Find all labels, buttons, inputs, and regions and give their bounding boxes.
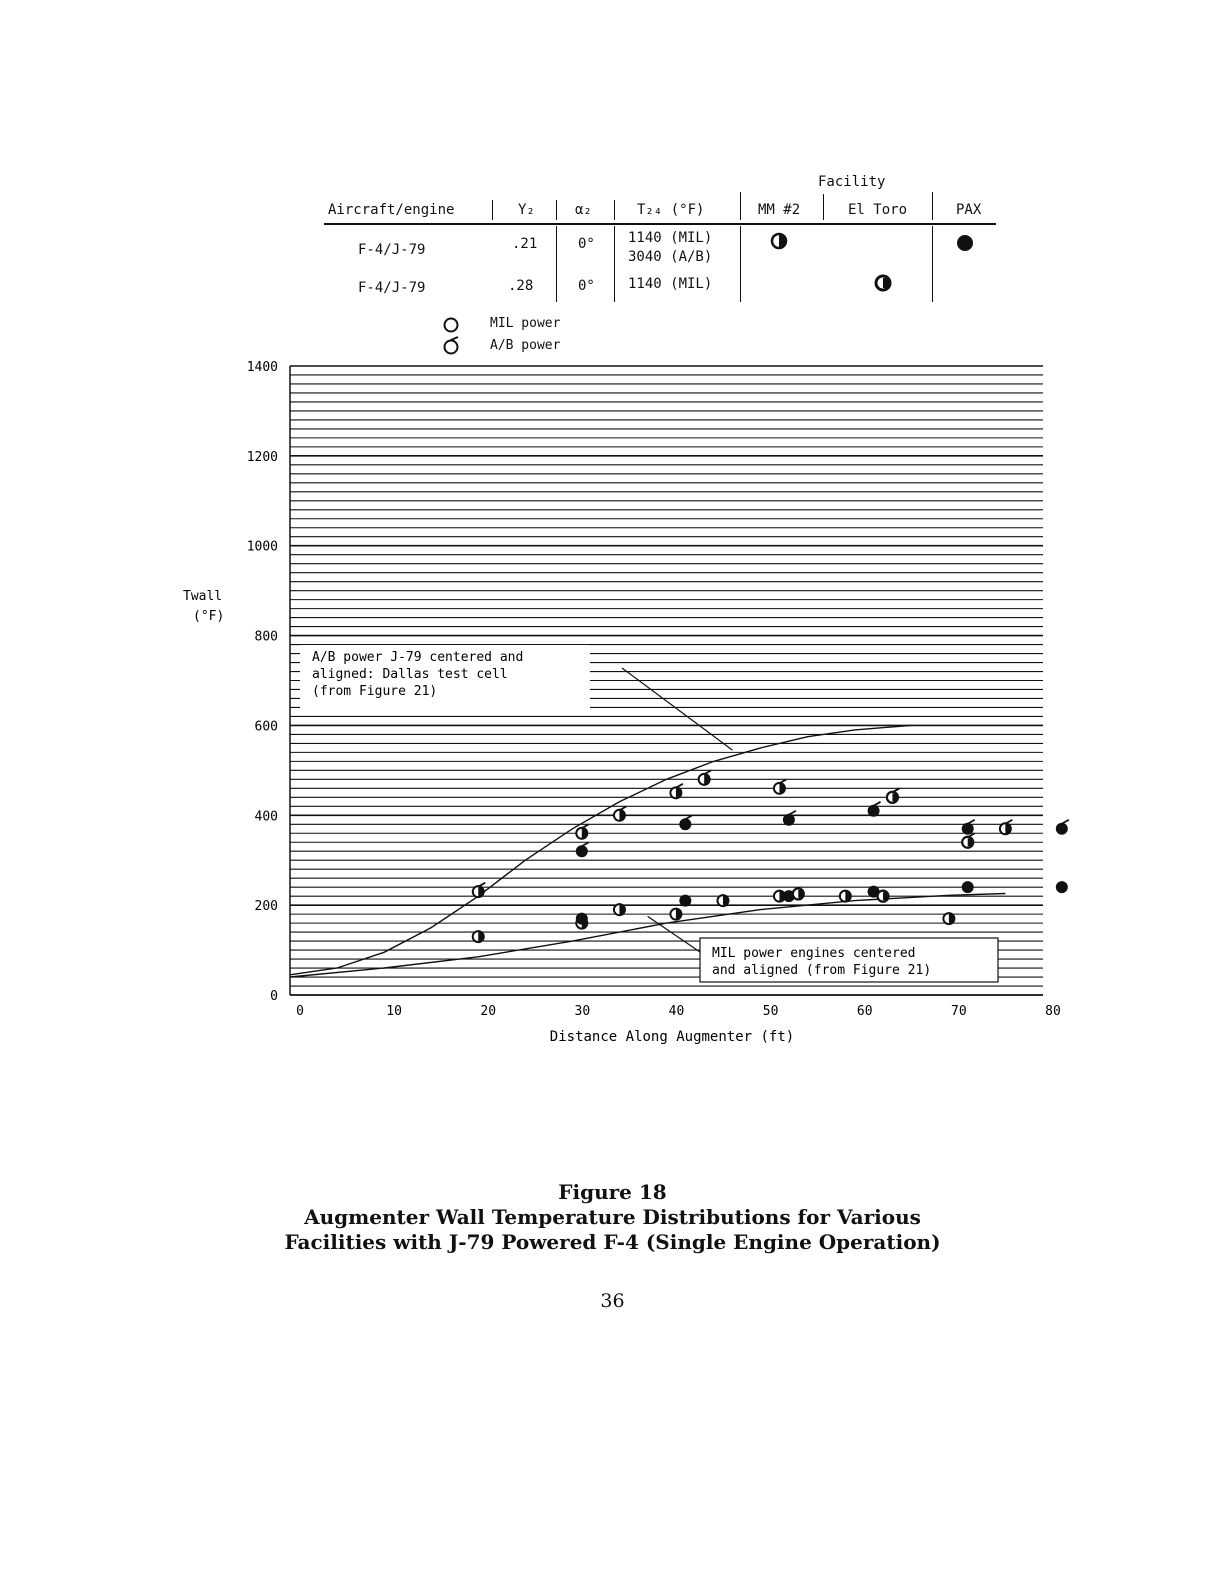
x-tick-label: 40 (668, 1004, 685, 1019)
row-1-temp-1: 1140 (MIL) (628, 230, 713, 246)
y-axis-label: Twall (183, 589, 223, 604)
data-point (670, 784, 683, 799)
x-tick-label: 70 (951, 1004, 967, 1019)
ab-flag (582, 824, 589, 828)
point-marker (868, 805, 879, 816)
data-point (576, 913, 587, 924)
mil-power-key-label: MIL power (490, 316, 561, 331)
header-temperature: T₂₄ (°F) (637, 202, 705, 218)
y-tick-label: 400 (254, 809, 278, 825)
ab-flag (1005, 820, 1012, 824)
y-tick-label: 200 (254, 899, 278, 915)
ab-flag (892, 788, 899, 792)
x-tick-label: 80 (1045, 1004, 1061, 1019)
data-point (576, 824, 589, 839)
data-point (670, 909, 681, 920)
annotation-mil-line-1: MIL power engines centered (712, 946, 916, 961)
x-tick-label: 30 (574, 1004, 591, 1019)
data-point (699, 770, 712, 785)
ab-flag (779, 779, 786, 783)
x-tick-label: 60 (856, 1004, 873, 1019)
reference-curve (290, 725, 911, 974)
y-tick-label: 600 (254, 719, 278, 735)
ab-flag (968, 820, 975, 824)
annotation-ab-line-3: (from Figure 21) (312, 684, 438, 699)
y-tick-label: 1400 (246, 360, 278, 375)
data-point (473, 883, 486, 898)
row-1-alpha: 0° (578, 236, 595, 252)
point-marker (783, 814, 794, 825)
data-point (1000, 820, 1013, 835)
annotation-ab-line-1: A/B power J-79 centered and (312, 650, 524, 665)
data-point (783, 811, 796, 826)
point-marker (962, 823, 973, 834)
y-axis-unit: (°F) (193, 609, 225, 624)
data-point (680, 895, 691, 906)
y-tick-label: 1200 (246, 449, 278, 465)
data-point (473, 931, 484, 942)
row-2-alpha: 0° (578, 278, 595, 294)
y-tick-label: 1000 (246, 539, 278, 555)
data-point (1056, 882, 1067, 893)
point-marker-fill (968, 838, 973, 846)
point-marker (962, 882, 973, 893)
point-marker (576, 846, 587, 857)
x-tick-label: 20 (480, 1004, 497, 1019)
row-1-temp-2: 3040 (A/B) (628, 249, 713, 265)
header-alpha: α₂ (575, 202, 592, 218)
data-point (962, 820, 975, 835)
facility-group-label: Facility (818, 174, 886, 190)
data-point (717, 895, 728, 906)
ab-flag (1062, 820, 1069, 824)
data-point (614, 904, 625, 915)
point-marker-fill (892, 793, 897, 801)
point-marker-fill (883, 892, 888, 900)
data-point (576, 842, 589, 857)
data-point (793, 888, 804, 899)
annotation-ab-line-2: aligned: Dallas test cell (312, 667, 508, 682)
row-2-y: .28 (508, 278, 534, 294)
ab-flag (676, 784, 683, 788)
row-1-y: .21 (512, 236, 538, 252)
x-tick-label: 0 (296, 1004, 304, 1019)
header-aircraft: Aircraft/engine (328, 202, 455, 218)
row-2-temp: 1140 (MIL) (628, 276, 713, 292)
ab-flag (619, 806, 626, 810)
point-marker (1056, 823, 1067, 834)
y-tick-label: 800 (254, 629, 278, 645)
data-points (473, 770, 1069, 942)
header-el-toro: El Toro (848, 202, 908, 218)
point-marker (680, 819, 691, 830)
data-point (840, 891, 851, 902)
data-point (868, 802, 881, 817)
row-2-aircraft: F-4/J-79 (358, 280, 426, 296)
y-tick-label: 0 (270, 989, 278, 1004)
point-marker (576, 913, 587, 924)
row-1-aircraft: F-4/J-79 (358, 242, 426, 258)
caption-line-2: Facilities with J-79 Powered F-4 (Single Engine Operation) (284, 1230, 941, 1254)
annotation-mil-line-2: and aligned (from Figure 21) (712, 963, 932, 978)
data-point (774, 779, 787, 794)
ab-flag (704, 770, 711, 774)
point-marker (680, 895, 691, 906)
header-y: Y₂ (518, 202, 535, 218)
data-point (962, 882, 973, 893)
ab-power-key-label: A/B power (490, 338, 561, 353)
point-marker-fill (798, 890, 803, 898)
ab-flag (582, 842, 589, 846)
caption-line-1: Augmenter Wall Temperature Distributions for Various (304, 1205, 921, 1229)
data-point (887, 788, 900, 803)
data-point (1056, 820, 1069, 835)
page-number: 36 (600, 1290, 625, 1312)
data-point (680, 815, 693, 830)
ab-flag (874, 802, 881, 806)
data-point (614, 806, 627, 821)
ab-flag (478, 883, 485, 887)
ab-flag (789, 811, 796, 815)
x-tick-label: 50 (762, 1004, 779, 1019)
point-marker (1056, 882, 1067, 893)
data-point (962, 833, 975, 848)
header-pax: PAX (956, 202, 982, 218)
x-axis-label: Distance Along Augmenter (ft) (549, 1029, 795, 1045)
data-point (877, 891, 888, 902)
figure-label: Figure 18 (558, 1180, 667, 1204)
figure-caption (0, 1180, 1225, 1255)
data-point (943, 913, 954, 924)
x-tick-label: 10 (386, 1004, 402, 1019)
header-mm2: MM #2 (758, 202, 801, 218)
